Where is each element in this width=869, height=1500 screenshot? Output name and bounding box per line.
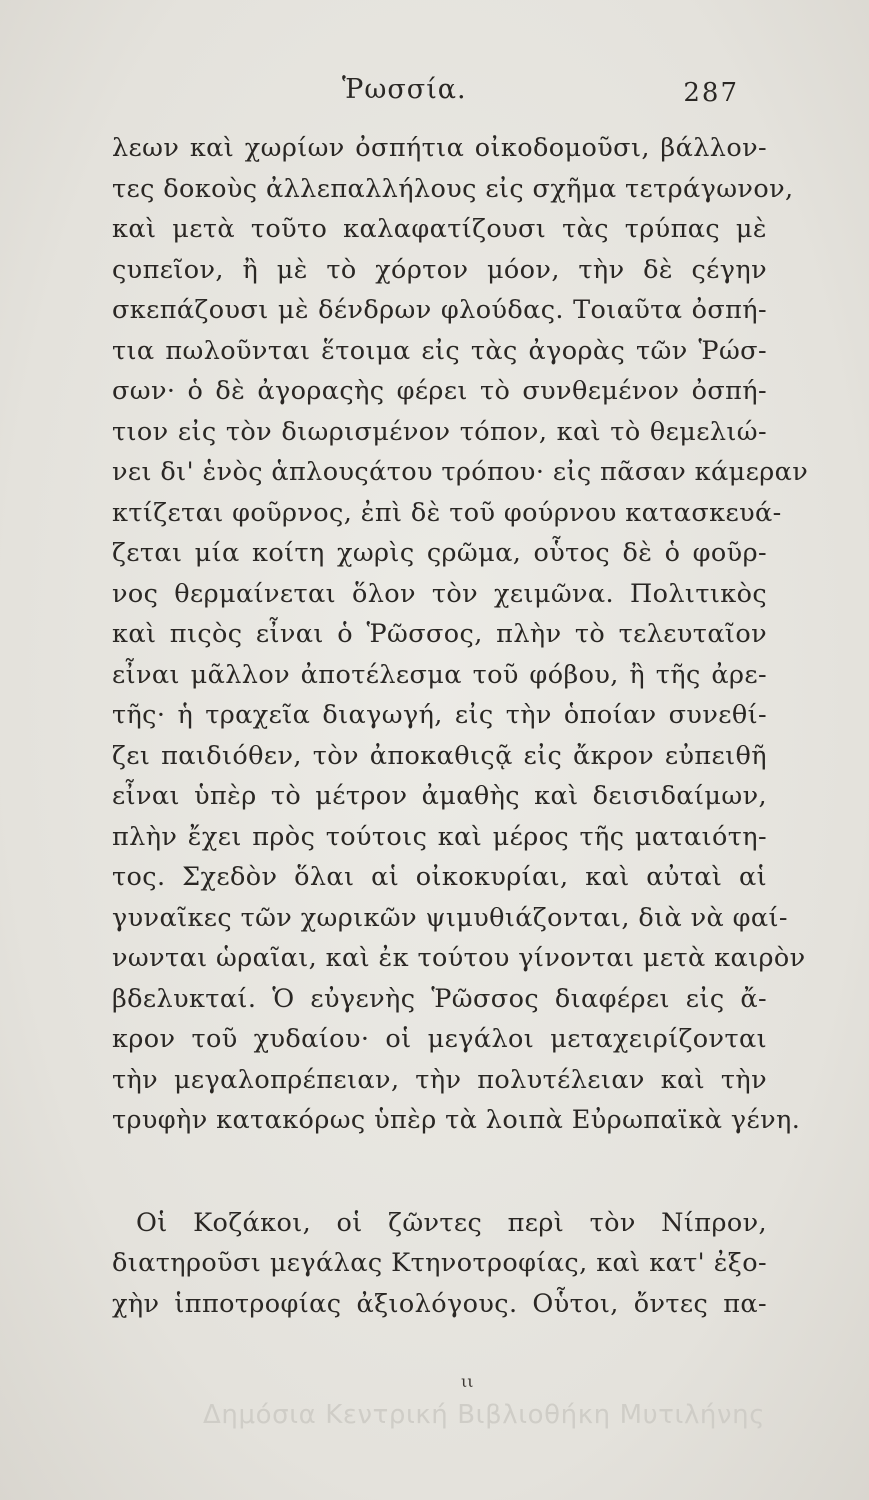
- text-line: νος θερμαίνεται ὅλον τὸν χειμῶνα. Πολιτικὸς: [112, 578, 767, 609]
- paragraph-2: [112, 1203, 767, 1325]
- text-line: καὶ μετὰ τοῦτο καλαφατίζουσι τὰς τρύπας μὲ: [112, 214, 767, 244]
- text-line: βδελυκταί. Ὁ εὐγενὴς Ῥῶσσος διαφέρει εἰς ἄ-: [112, 983, 767, 1014]
- text-line: εἶναι ὑπὲρ τὸ μέτρον ἀμαθὴς καὶ δεισιδαίμων,: [112, 781, 767, 811]
- text-line: καὶ πιςὸς εἶναι ὁ Ῥῶσσος, πλὴν τὸ τελευταῖον: [112, 619, 767, 649]
- paragraph-1: [112, 128, 809, 1141]
- text-line: Οἱ Κοζάκοι, οἱ ζῶντες περὶ τὸν Νίπρον,: [136, 1207, 767, 1238]
- text-line: ζει παιδιόθεν, τὸν ἀποκαθιςᾷ εἰς ἄκρον εὐπειθῆ: [112, 740, 767, 771]
- text-line: νει δι' ἑνὸς ἁπλουςάτου τρόπου· εἰς πᾶσαν κάμεραν: [112, 457, 809, 487]
- text-line: ζεται μία κοίτη χωρὶς ςρῶμα, οὗτος δὲ ὁ φοῦρ-: [112, 538, 767, 568]
- text-line: σκεπάζουσι μὲ δένδρων φλούδας. Τοιαῦτα ὀσπή-: [112, 295, 767, 325]
- text-line: τιον εἰς τὸν διωρισμένον τόπον, καὶ τὸ θεμελιώ-: [112, 416, 767, 447]
- text-line: διατηροῦσι μεγάλας Κτηνοτροφίας, καὶ κατ' ἐξο-: [112, 1248, 767, 1278]
- text-line: εἶναι μᾶλλον ἀποτέλεσμα τοῦ φόβου, ἢ τῆς ἀρε-: [112, 659, 767, 690]
- page-header: [0, 74, 869, 114]
- text-line: τὴν μεγαλοπρέπειαν, τὴν πολυτέλειαν καὶ τὴν: [112, 1064, 767, 1095]
- body-text: [112, 128, 809, 1324]
- library-watermark: Δημόσια Κεντρική Βιβλιοθήκη Μυτιλήνης: [203, 1400, 766, 1430]
- text-line: τια πωλοῦνται ἕτοιμα εἰς τὰς ἀγορὰς τῶν Ῥώσ-: [112, 335, 767, 366]
- text-line: τες δοκοὺς ἀλλεπαλλήλους εἰς σχῆμα τετράγωνον,: [112, 173, 794, 204]
- text-line: λεων καὶ χωρίων ὀσπήτια οἰκοδομοῦσι, βάλλον-: [112, 133, 767, 163]
- text-line: σων· ὁ δὲ ἀγοραςὴς φέρει τὸ συνθεμένον ὀσπή-: [112, 376, 767, 406]
- text-line: γυναῖκες τῶν χωρικῶν ψιμυθιάζονται, διὰ νὰ φαί-: [112, 902, 788, 933]
- running-title: Ῥωσσία.: [342, 74, 467, 105]
- page-number: 287: [683, 78, 739, 108]
- text-line: νωνται ὡραῖαι, καὶ ἐκ τούτου γίνονται μετὰ καιρὸν: [112, 943, 806, 973]
- text-line: πλὴν ἔχει πρὸς τούτοις καὶ μέρος τῆς ματαιότη-: [112, 821, 767, 852]
- text-line: ςυπεῖον, ἢ μὲ τὸ χόρτον μόον, τὴν δὲ ςέγην: [112, 254, 767, 285]
- text-line: κρον τοῦ χυδαίου· οἱ μεγάλοι μεταχειρίζονται: [112, 1024, 767, 1054]
- signature-mark: ιι: [461, 1372, 474, 1391]
- text-line: χὴν ἱπποτροφίας ἀξιολόγους. Οὗτοι, ὄντες πα-: [112, 1288, 767, 1319]
- text-line: τος. Σχεδὸν ὅλαι αἱ οἰκοκυρίαι, καὶ αὐταὶ αἱ: [112, 862, 767, 892]
- text-line: τῆς· ἡ τραχεῖα διαγωγή, εἰς τὴν ὁποίαν συνεθί-: [112, 700, 767, 730]
- text-line: τρυφὴν κατακόρως ὑπὲρ τὰ λοιπὰ Εὐρωπαϊκὰ γένη.: [112, 1105, 801, 1135]
- text-line: κτίζεται φοῦρνος, ἐπὶ δὲ τοῦ φούρνου κατασκευά-: [112, 497, 782, 528]
